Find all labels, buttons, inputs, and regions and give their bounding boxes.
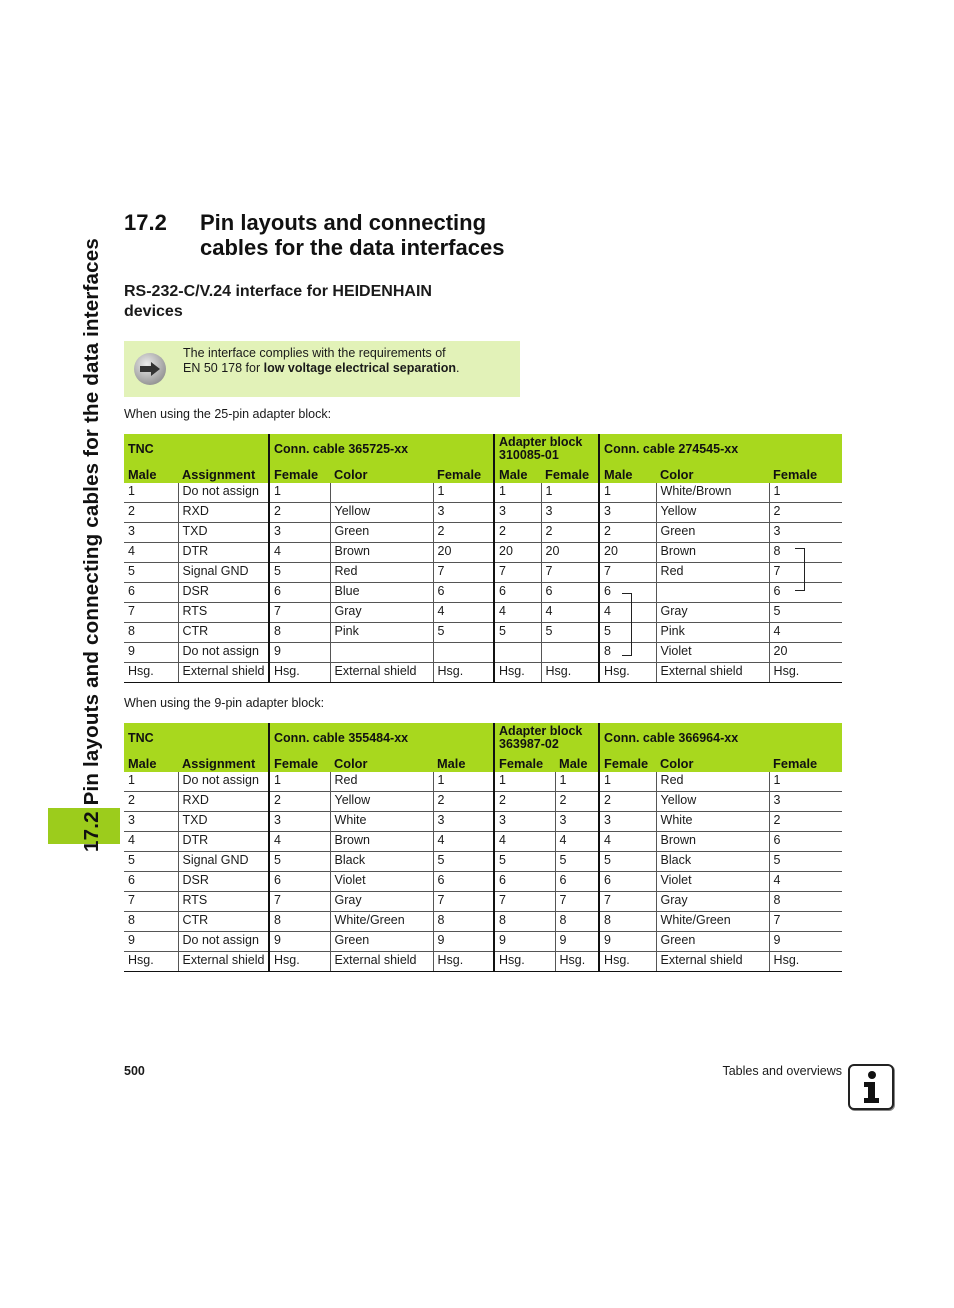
table-cell: Violet <box>656 872 769 892</box>
table-cell: Hsg. <box>433 663 494 683</box>
table-cell: 7 <box>494 892 555 912</box>
table-cell: 2 <box>124 792 178 812</box>
col-header: Female <box>541 464 599 483</box>
pin-table-25 <box>124 434 842 683</box>
table-cell: Do not assign <box>178 772 269 792</box>
table-cell: DTR <box>178 543 269 563</box>
subtitle-line-2: devices <box>124 303 183 320</box>
table-cell: 6 <box>541 583 599 603</box>
note-line-2 <box>183 361 503 376</box>
group-header-tnc: TNC <box>124 434 269 464</box>
table-cell: White/Green <box>656 912 769 932</box>
table-cell: 20 <box>433 543 494 563</box>
wiring-bracket-dsr-violet <box>622 593 632 656</box>
table-cell: Pink <box>656 623 769 643</box>
table-cell: 2 <box>769 503 842 523</box>
table-cell: Hsg. <box>769 663 842 683</box>
table-cell: 6 <box>769 583 842 603</box>
table-cell: 1 <box>599 483 656 503</box>
table-cell: 4 <box>124 543 178 563</box>
note-bold: low voltage electrical separation <box>263 360 457 375</box>
table-cell: Hsg. <box>599 663 656 683</box>
section-number: 17.2 <box>124 210 167 235</box>
table-cell: Green <box>330 932 433 952</box>
table-cell: Violet <box>656 643 769 663</box>
col-header: Color <box>330 464 433 483</box>
table-cell: Red <box>656 772 769 792</box>
arrow-right-icon <box>134 353 166 385</box>
table-cell: 6 <box>494 583 541 603</box>
group-header-cable-2: Conn. cable 366964-xx <box>599 723 842 753</box>
col-header: Male <box>599 464 656 483</box>
table-cell: 1 <box>269 483 330 503</box>
table-cell: Hsg. <box>555 952 599 972</box>
table-cell: Red <box>330 772 433 792</box>
info-icon[interactable] <box>848 1064 894 1110</box>
table-cell: 1 <box>541 483 599 503</box>
table-cell: 4 <box>769 872 842 892</box>
table-cell: 2 <box>269 792 330 812</box>
table-cell: 1 <box>124 483 178 503</box>
table-row <box>124 852 842 872</box>
table-cell: Pink <box>330 623 433 643</box>
table-cell: 5 <box>124 852 178 872</box>
table-cell: 3 <box>555 812 599 832</box>
table-cell: 3 <box>541 503 599 523</box>
table-cell: 6 <box>433 872 494 892</box>
table-cell: External shield <box>330 952 433 972</box>
table-cell: Red <box>330 563 433 583</box>
table-cell: 2 <box>599 523 656 543</box>
table-cell: 9 <box>555 932 599 952</box>
table-cell: Brown <box>656 543 769 563</box>
table-cell: Hsg. <box>494 952 555 972</box>
table-cell: Brown <box>330 543 433 563</box>
group-header-cable-1: Conn. cable 365725-xx <box>269 434 494 464</box>
table-cell: 1 <box>433 483 494 503</box>
table-cell: 9 <box>124 643 178 663</box>
subtitle-line-1: RS-232-C/V.24 interface for HEIDENHAIN <box>124 283 432 300</box>
table-cell: Yellow <box>330 503 433 523</box>
table-cell: 8 <box>769 543 842 563</box>
table-cell: Gray <box>656 603 769 623</box>
table-cell: Hsg. <box>541 663 599 683</box>
table-cell: 2 <box>124 503 178 523</box>
table-cell: 3 <box>269 812 330 832</box>
table-cell: 9 <box>433 932 494 952</box>
table-cell: Gray <box>330 603 433 623</box>
table-row <box>124 483 842 503</box>
table-cell: 1 <box>494 483 541 503</box>
table-cell: Yellow <box>330 792 433 812</box>
table-cell: 5 <box>269 563 330 583</box>
table-cell: Hsg. <box>769 952 842 972</box>
table-cell <box>330 643 433 663</box>
table-cell: White <box>656 812 769 832</box>
col-header: Assignment <box>178 753 269 772</box>
table-cell: 3 <box>769 523 842 543</box>
table-cell: Hsg. <box>269 952 330 972</box>
table-cell: 4 <box>769 623 842 643</box>
table-cell: RXD <box>178 503 269 523</box>
table-cell: Hsg. <box>269 663 330 683</box>
table-cell: Gray <box>330 892 433 912</box>
table-cell: White <box>330 812 433 832</box>
table-cell: 4 <box>269 832 330 852</box>
table-cell: CTR <box>178 912 269 932</box>
table-cell: 4 <box>494 603 541 623</box>
table-cell: 8 <box>599 912 656 932</box>
table-cell: 6 <box>599 583 656 603</box>
table-cell: 4 <box>124 832 178 852</box>
table-cell: 7 <box>269 892 330 912</box>
table-cell: 7 <box>599 563 656 583</box>
table-cell: 8 <box>124 623 178 643</box>
table-cell: 3 <box>433 812 494 832</box>
table-cell: Green <box>330 523 433 543</box>
note-prefix: EN 50 178 for <box>183 360 264 375</box>
table-cell: 6 <box>769 832 842 852</box>
table-cell: RXD <box>178 792 269 812</box>
table-cell: DSR <box>178 583 269 603</box>
table-cell: 8 <box>494 912 555 932</box>
table-cell <box>494 643 541 663</box>
table-row <box>124 583 842 603</box>
table-cell: RTS <box>178 603 269 623</box>
note-line-1: The interface complies with the requirements of <box>183 346 446 360</box>
table-row <box>124 812 842 832</box>
table-cell: 7 <box>433 892 494 912</box>
table-cell: 5 <box>433 852 494 872</box>
table-cell: 5 <box>494 852 555 872</box>
table-cell: 7 <box>124 892 178 912</box>
table-cell: 7 <box>124 603 178 623</box>
table-cell: 9 <box>769 932 842 952</box>
group-header-adapter: Adapter block 363987-02 <box>494 723 599 753</box>
table-cell: 7 <box>494 563 541 583</box>
table-cell: 2 <box>494 523 541 543</box>
table-row <box>124 772 842 792</box>
table-cell: 3 <box>269 523 330 543</box>
pin-table-9 <box>124 723 842 972</box>
table-cell: CTR <box>178 623 269 643</box>
table-cell: Do not assign <box>178 483 269 503</box>
table-cell: 3 <box>494 812 555 832</box>
table-row <box>124 932 842 952</box>
table-row <box>124 603 842 623</box>
table-row <box>124 892 842 912</box>
title-line-1: Pin layouts and connecting <box>200 210 487 235</box>
table-cell: 2 <box>769 812 842 832</box>
table-cell: 5 <box>494 623 541 643</box>
table-cell: Black <box>330 852 433 872</box>
table-cell: 2 <box>555 792 599 812</box>
table-cell: 1 <box>769 772 842 792</box>
table-cell: External shield <box>330 663 433 683</box>
table-cell: 7 <box>433 563 494 583</box>
table-cell: 7 <box>769 912 842 932</box>
col-header: Male <box>555 753 599 772</box>
table-cell: 6 <box>599 872 656 892</box>
table-cell: 8 <box>599 643 656 663</box>
table-row <box>124 832 842 852</box>
col-header: Male <box>494 464 541 483</box>
table-cell: 4 <box>433 603 494 623</box>
table-cell: 5 <box>555 852 599 872</box>
note-suffix: . <box>456 360 460 375</box>
table-cell: 5 <box>124 563 178 583</box>
table-cell <box>541 643 599 663</box>
table-row <box>124 643 842 663</box>
table-cell: 9 <box>269 932 330 952</box>
col-header: Female <box>269 464 330 483</box>
table-row <box>124 503 842 523</box>
table-cell: 6 <box>124 872 178 892</box>
table-cell: Hsg. <box>494 663 541 683</box>
table-cell: 4 <box>599 603 656 623</box>
table-cell: 1 <box>555 772 599 792</box>
table-cell: 1 <box>433 772 494 792</box>
table-cell: Hsg. <box>124 952 178 972</box>
table-cell: External shield <box>656 952 769 972</box>
table-cell: Do not assign <box>178 643 269 663</box>
col-header: Assignment <box>178 464 269 483</box>
table-cell: 6 <box>269 872 330 892</box>
table-row <box>124 872 842 892</box>
table-cell: 5 <box>769 603 842 623</box>
table-cell: 6 <box>555 872 599 892</box>
table-cell: Black <box>656 852 769 872</box>
table-cell: 3 <box>433 503 494 523</box>
table-cell: 5 <box>769 852 842 872</box>
table-cell: 2 <box>269 503 330 523</box>
table-cell: 5 <box>269 852 330 872</box>
table-cell: 9 <box>599 932 656 952</box>
table-cell: 8 <box>555 912 599 932</box>
table-cell: 2 <box>541 523 599 543</box>
table-cell: 6 <box>269 583 330 603</box>
col-header: Color <box>656 464 769 483</box>
group-header-adapter: Adapter block 310085-01 <box>494 434 599 464</box>
table-cell: 6 <box>433 583 494 603</box>
note-box <box>124 341 520 397</box>
table-cell: White/Green <box>330 912 433 932</box>
table-cell: Brown <box>330 832 433 852</box>
table-cell: 3 <box>124 812 178 832</box>
col-header: Female <box>494 753 555 772</box>
table-cell: DTR <box>178 832 269 852</box>
table-cell: 9 <box>124 932 178 952</box>
table-row <box>124 912 842 932</box>
table-cell: 20 <box>494 543 541 563</box>
table-cell: 9 <box>494 932 555 952</box>
table-cell: Blue <box>330 583 433 603</box>
table-cell: External shield <box>178 952 269 972</box>
table-cell: 20 <box>769 643 842 663</box>
table-cell: White/Brown <box>656 483 769 503</box>
table-cell: 4 <box>494 832 555 852</box>
section-subtitle <box>124 282 504 322</box>
col-header: Female <box>769 464 842 483</box>
table-cell: Green <box>656 523 769 543</box>
table-cell <box>433 643 494 663</box>
title-line-2: cables for the data interfaces <box>200 235 505 260</box>
col-header: Male <box>124 753 178 772</box>
table-cell: TXD <box>178 523 269 543</box>
table-cell: 7 <box>269 603 330 623</box>
table-cell: External shield <box>178 663 269 683</box>
table-cell: External shield <box>656 663 769 683</box>
table-cell: 3 <box>769 792 842 812</box>
table-row <box>124 623 842 643</box>
table-cell: 2 <box>433 523 494 543</box>
sidebar-chapter-title: 17.2 Pin layouts and connecting cables for the data interfaces <box>80 238 103 852</box>
table-cell <box>330 483 433 503</box>
table-cell <box>656 583 769 603</box>
table-row <box>124 663 842 683</box>
col-header: Female <box>269 753 330 772</box>
table-cell: 8 <box>269 912 330 932</box>
table-cell: 5 <box>541 623 599 643</box>
table-cell: 7 <box>541 563 599 583</box>
caption-9-pin: When using the 9-pin adapter block: <box>124 696 325 710</box>
table-cell: 1 <box>494 772 555 792</box>
table-cell: 2 <box>599 792 656 812</box>
table-cell: 5 <box>599 852 656 872</box>
table-cell: 4 <box>555 832 599 852</box>
table-cell: 4 <box>599 832 656 852</box>
table-cell: Signal GND <box>178 563 269 583</box>
table-cell: RTS <box>178 892 269 912</box>
table-cell: Hsg. <box>124 663 178 683</box>
table-row <box>124 563 842 583</box>
table-cell: Yellow <box>656 792 769 812</box>
table-cell: 4 <box>541 603 599 623</box>
table-cell: 7 <box>599 892 656 912</box>
table-cell: Hsg. <box>599 952 656 972</box>
caption-25-pin: When using the 25-pin adapter block: <box>124 407 332 421</box>
table-cell: 3 <box>599 812 656 832</box>
table-cell: 5 <box>599 623 656 643</box>
table-cell: 20 <box>599 543 656 563</box>
table-cell: Yellow <box>656 503 769 523</box>
table-cell: Gray <box>656 892 769 912</box>
table-cell: 3 <box>599 503 656 523</box>
table-row <box>124 792 842 812</box>
table-cell: Do not assign <box>178 932 269 952</box>
table-cell: 6 <box>494 872 555 892</box>
table-cell: 1 <box>599 772 656 792</box>
group-header-cable-1: Conn. cable 355484-xx <box>269 723 494 753</box>
table-cell: 8 <box>769 892 842 912</box>
table-row <box>124 523 842 543</box>
table-cell: 5 <box>433 623 494 643</box>
wiring-bracket-dtr-dsr <box>795 548 805 591</box>
table-cell: Green <box>656 932 769 952</box>
table-cell: 7 <box>555 892 599 912</box>
page-number: 500 <box>124 1064 145 1078</box>
group-header-tnc: TNC <box>124 723 269 753</box>
table-cell: 9 <box>269 643 330 663</box>
table-cell: Hsg. <box>433 952 494 972</box>
table-cell: Red <box>656 563 769 583</box>
col-header: Male <box>433 753 494 772</box>
col-header: Female <box>433 464 494 483</box>
table-cell: 1 <box>124 772 178 792</box>
table-cell: DSR <box>178 872 269 892</box>
note-text <box>183 346 503 375</box>
col-header: Color <box>330 753 433 772</box>
table-cell: 3 <box>494 503 541 523</box>
table-cell: 2 <box>433 792 494 812</box>
table-cell: 4 <box>433 832 494 852</box>
table-cell: TXD <box>178 812 269 832</box>
table-cell: Violet <box>330 872 433 892</box>
table-cell: 7 <box>769 563 842 583</box>
group-header-cable-2: Conn. cable 274545-xx <box>599 434 842 464</box>
table-cell: 2 <box>494 792 555 812</box>
col-header: Male <box>124 464 178 483</box>
table-cell: 1 <box>769 483 842 503</box>
table-cell: 20 <box>541 543 599 563</box>
table-cell: Signal GND <box>178 852 269 872</box>
table-cell: Brown <box>656 832 769 852</box>
table-row <box>124 543 842 563</box>
col-header: Color <box>656 753 769 772</box>
table-cell: 3 <box>124 523 178 543</box>
footer-section: Tables and overviews <box>722 1064 842 1078</box>
table-cell: 4 <box>269 543 330 563</box>
col-header: Female <box>769 753 842 772</box>
table-cell: 6 <box>124 583 178 603</box>
table-cell: 8 <box>433 912 494 932</box>
table-cell: 8 <box>124 912 178 932</box>
table-row <box>124 952 842 972</box>
table-cell: 8 <box>269 623 330 643</box>
col-header: Female <box>599 753 656 772</box>
table-cell: 1 <box>269 772 330 792</box>
